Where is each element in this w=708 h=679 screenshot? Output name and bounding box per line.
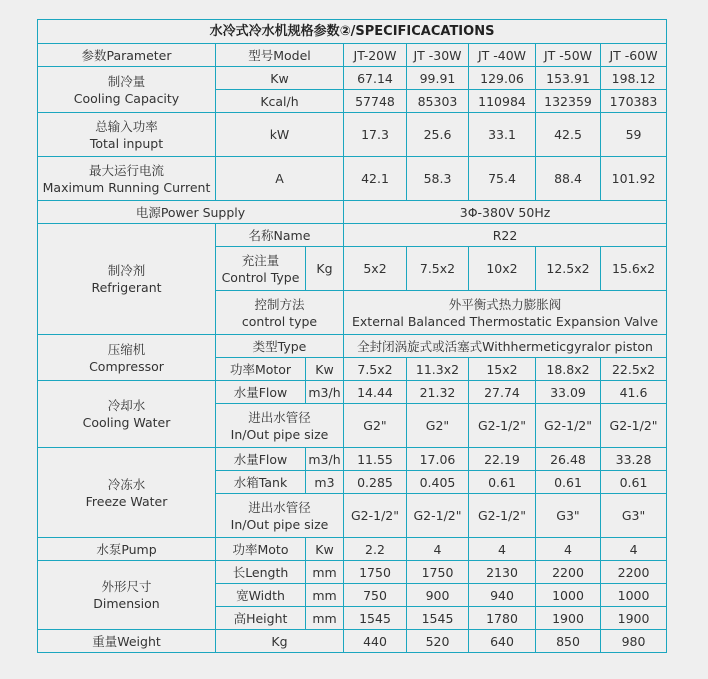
refrigerant-control-value-en: External Balanced Thermostatic Expansion Valve <box>352 313 659 329</box>
value-cell: 42.5 <box>536 113 601 157</box>
value-cell: 22.5x2 <box>601 358 667 381</box>
model-header: 型号Model <box>216 44 344 67</box>
value-cell: 2200 <box>536 561 601 584</box>
model-jt-30w: JT -30W <box>407 44 469 67</box>
value-cell: 11.55 <box>344 448 407 471</box>
title-row <box>38 20 667 44</box>
compressor-power-label: 功率Motor <box>216 358 306 381</box>
max-current-row <box>38 157 667 201</box>
cooling-water-pipe-label <box>216 404 344 448</box>
freeze-water-flow-label: 水量Flow <box>216 448 306 471</box>
refrigerant-charge-label-cn: 充注量 <box>241 252 280 268</box>
value-cell: 170383 <box>601 90 667 113</box>
dimension-width-label: 宽Width <box>216 584 306 607</box>
refrigerant-control-label-cn: 控制方法 <box>254 296 305 312</box>
value-cell: 1750 <box>407 561 469 584</box>
value-cell: 15x2 <box>469 358 536 381</box>
total-input-label-en: Total inpupt <box>89 135 164 151</box>
unit-cell: Kw <box>306 358 344 381</box>
value-cell: 2130 <box>469 561 536 584</box>
unit-cell: mm <box>306 561 344 584</box>
value-cell: 4 <box>469 538 536 561</box>
parameter-header: 参数Parameter <box>38 44 216 67</box>
value-cell: 12.5x2 <box>536 247 601 291</box>
value-cell: 198.12 <box>601 67 667 90</box>
value-cell: 980 <box>601 630 667 653</box>
refrigerant-label-en: Refrigerant <box>91 280 162 295</box>
value-cell: 440 <box>344 630 407 653</box>
unit-cell: m3/h <box>306 381 344 404</box>
value-cell: 7.5x2 <box>407 247 469 291</box>
value-cell: 850 <box>536 630 601 653</box>
value-cell: 4 <box>407 538 469 561</box>
refrigerant-charge-label <box>216 247 306 291</box>
value-cell: 33.09 <box>536 381 601 404</box>
freeze-water-flow-row <box>38 448 667 471</box>
dimension-label-cn: 外形尺寸 <box>101 579 152 594</box>
value-cell: G2-1/2" <box>536 404 601 448</box>
compressor-type-row <box>38 335 667 358</box>
value-cell: G3" <box>536 494 601 538</box>
value-cell: 640 <box>469 630 536 653</box>
value-cell: 0.61 <box>536 471 601 494</box>
value-cell: 153.91 <box>536 67 601 90</box>
cooling-water-label-en: Cooling Water <box>82 415 171 430</box>
value-cell: 42.1 <box>344 157 407 201</box>
refrigerant-name-value: R22 <box>344 224 667 247</box>
cooling-water-pipe-label-en: In/Out pipe size <box>230 426 329 442</box>
value-cell: G2-1/2" <box>407 494 469 538</box>
value-cell: G2-1/2" <box>344 494 407 538</box>
value-cell: 110984 <box>469 90 536 113</box>
table-title: 水冷式冷水机规格参数②/SPECIFICACATIONS <box>38 20 667 44</box>
value-cell: 17.3 <box>344 113 407 157</box>
power-supply-label: 电源Power Supply <box>38 201 344 224</box>
value-cell: 33.28 <box>601 448 667 471</box>
refrigerant-name-row <box>38 224 667 247</box>
weight-row <box>38 630 667 653</box>
compressor-type-value: 全封闭涡旋式或活塞式Withhermeticgyralor piston <box>344 335 667 358</box>
value-cell: 1900 <box>601 607 667 630</box>
weight-label: 重量Weight <box>38 630 216 653</box>
value-cell: 10x2 <box>469 247 536 291</box>
value-cell: 27.74 <box>469 381 536 404</box>
total-input-label <box>38 113 216 157</box>
dimension-height-label: 高Height <box>216 607 306 630</box>
value-cell: 750 <box>344 584 407 607</box>
value-cell: G2-1/2" <box>469 404 536 448</box>
compressor-label <box>38 335 216 381</box>
value-cell: 7.5x2 <box>344 358 407 381</box>
model-jt-20w: JT-20W <box>344 44 407 67</box>
value-cell: 25.6 <box>407 113 469 157</box>
value-cell: 1000 <box>536 584 601 607</box>
model-jt-60w: JT -60W <box>601 44 667 67</box>
value-cell: 4 <box>536 538 601 561</box>
power-supply-value: 3Φ-380V 50Hz <box>344 201 667 224</box>
cooling-capacity-label-cn: 制冷量 <box>107 73 146 89</box>
total-input-label-cn: 总输入功率 <box>95 118 158 134</box>
cooling-water-pipe-label-cn: 进出水管径 <box>248 409 311 425</box>
value-cell: 26.48 <box>536 448 601 471</box>
header-row <box>38 44 667 67</box>
cooling-capacity-kw-row <box>38 67 667 90</box>
value-cell: 129.06 <box>469 67 536 90</box>
value-cell: 15.6x2 <box>601 247 667 291</box>
dimension-length-label: 长Length <box>216 561 306 584</box>
freeze-water-label <box>38 448 216 538</box>
refrigerant-control-value-cn: 外平衡式热力膨胀阀 <box>448 296 562 312</box>
value-cell: 1545 <box>344 607 407 630</box>
value-cell: 520 <box>407 630 469 653</box>
value-cell: 99.91 <box>407 67 469 90</box>
value-cell: 5x2 <box>344 247 407 291</box>
value-cell: 132359 <box>536 90 601 113</box>
pump-row <box>38 538 667 561</box>
value-cell: 101.92 <box>601 157 667 201</box>
value-cell: 1000 <box>601 584 667 607</box>
power-supply-row <box>38 201 667 224</box>
refrigerant-name-label: 名称Name <box>216 224 344 247</box>
value-cell: 58.3 <box>407 157 469 201</box>
model-jt-40w: JT -40W <box>469 44 536 67</box>
value-cell: 22.19 <box>469 448 536 471</box>
max-current-label-en: Maximum Running Current <box>42 179 211 195</box>
value-cell: 0.61 <box>601 471 667 494</box>
freeze-water-pipe-label-en: In/Out pipe size <box>230 516 329 532</box>
value-cell: 18.8x2 <box>536 358 601 381</box>
unit-cell: mm <box>306 607 344 630</box>
freeze-water-pipe-label <box>216 494 344 538</box>
value-cell: 0.405 <box>407 471 469 494</box>
value-cell: 0.285 <box>344 471 407 494</box>
value-cell: G3" <box>601 494 667 538</box>
value-cell: 88.4 <box>536 157 601 201</box>
value-cell: 41.6 <box>601 381 667 404</box>
value-cell: 900 <box>407 584 469 607</box>
pump-label: 水泵Pump <box>38 538 216 561</box>
value-cell: 2200 <box>601 561 667 584</box>
refrigerant-control-value <box>344 291 667 335</box>
value-cell: 2.2 <box>344 538 407 561</box>
refrigerant-charge-label-en: Control Type <box>221 269 300 285</box>
freeze-water-label-en: Freeze Water <box>85 493 168 509</box>
value-cell: 21.32 <box>407 381 469 404</box>
cooling-water-flow-label: 水量Flow <box>216 381 306 404</box>
specifications-table <box>37 19 667 653</box>
dimension-label <box>38 561 216 630</box>
compressor-label-cn: 压缩机 <box>107 341 146 357</box>
unit-cell: kW <box>216 113 344 157</box>
unit-cell: Kcal/h <box>216 90 344 113</box>
value-cell: 1780 <box>469 607 536 630</box>
cooling-water-flow-row <box>38 381 667 404</box>
unit-cell: Kg <box>306 247 344 291</box>
cooling-capacity-label <box>38 67 216 113</box>
unit-cell: m3/h <box>306 448 344 471</box>
freeze-water-pipe-label-cn: 进出水管径 <box>248 499 311 515</box>
unit-cell: Kg <box>216 630 344 653</box>
value-cell: G2-1/2" <box>601 404 667 448</box>
cooling-water-label <box>38 381 216 448</box>
value-cell: 17.06 <box>407 448 469 471</box>
value-cell: 75.4 <box>469 157 536 201</box>
refrigerant-control-label-en: control type <box>241 313 318 329</box>
model-jt-50w: JT -50W <box>536 44 601 67</box>
value-cell: G2" <box>344 404 407 448</box>
max-current-label-cn: 最大运行电流 <box>88 162 164 178</box>
unit-cell: A <box>216 157 344 201</box>
value-cell: 4 <box>601 538 667 561</box>
value-cell: G2-1/2" <box>469 494 536 538</box>
dimension-label-en: Dimension <box>93 596 160 611</box>
compressor-type-label: 类型Type <box>216 335 344 358</box>
compressor-label-en: Compressor <box>89 358 164 374</box>
value-cell: 85303 <box>407 90 469 113</box>
value-cell: 59 <box>601 113 667 157</box>
unit-cell: Kw <box>216 67 344 90</box>
unit-cell: m3 <box>306 471 344 494</box>
value-cell: 0.61 <box>469 471 536 494</box>
value-cell: 1900 <box>536 607 601 630</box>
value-cell: 11.3x2 <box>407 358 469 381</box>
cooling-water-label-cn: 冷却水 <box>107 398 146 413</box>
dimension-length-row <box>38 561 667 584</box>
unit-cell: mm <box>306 584 344 607</box>
value-cell: 1750 <box>344 561 407 584</box>
refrigerant-label-cn: 制冷剂 <box>107 263 146 278</box>
value-cell: 1545 <box>407 607 469 630</box>
freeze-water-tank-label: 水箱Tank <box>216 471 306 494</box>
refrigerant-control-label <box>216 291 344 335</box>
value-cell: 33.1 <box>469 113 536 157</box>
refrigerant-label <box>38 224 216 335</box>
value-cell: 940 <box>469 584 536 607</box>
value-cell: 14.44 <box>344 381 407 404</box>
total-input-row <box>38 113 667 157</box>
value-cell: 57748 <box>344 90 407 113</box>
cooling-capacity-label-en: Cooling Capacity <box>73 90 180 106</box>
freeze-water-label-cn: 冷冻水 <box>107 476 146 492</box>
value-cell: G2" <box>407 404 469 448</box>
value-cell: 67.14 <box>344 67 407 90</box>
pump-power-label: 功率Moto <box>216 538 306 561</box>
max-current-label <box>38 157 216 201</box>
unit-cell: Kw <box>306 538 344 561</box>
